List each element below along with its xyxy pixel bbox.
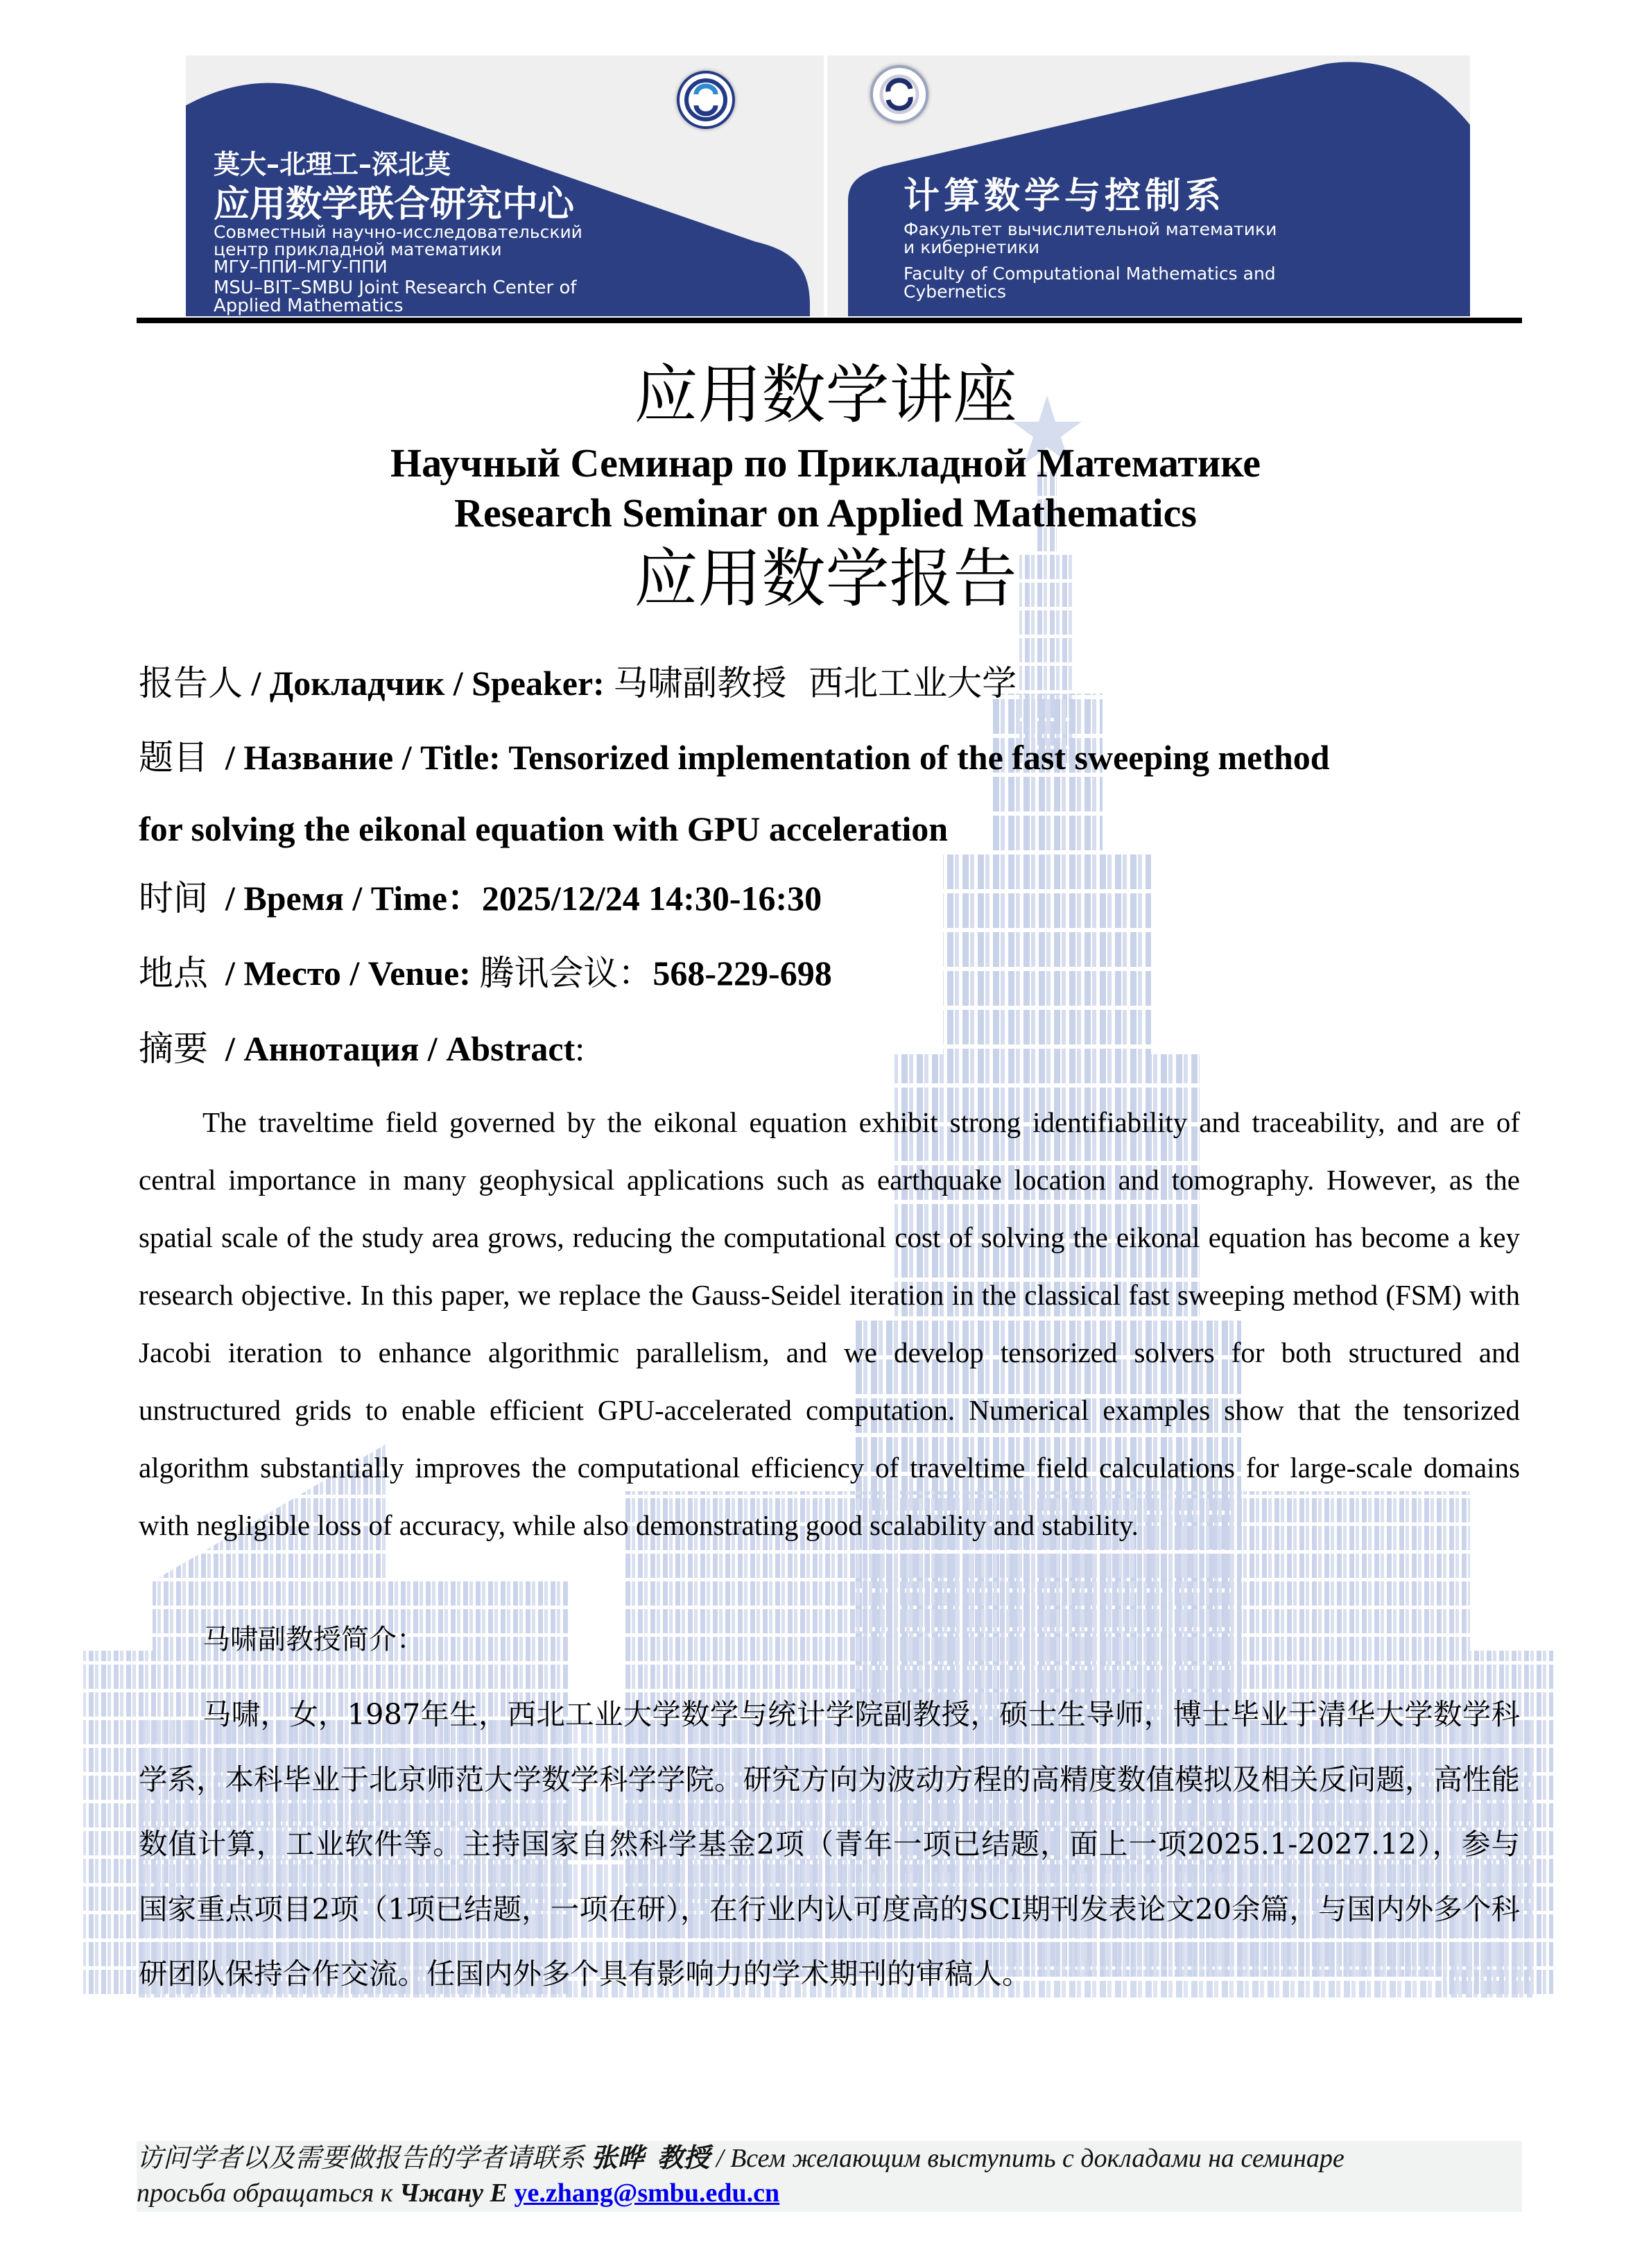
footer-contact-ru: Чжану Е xyxy=(399,2179,508,2208)
banner-left-title-1: 莫大–北理工–深北莫 xyxy=(214,149,451,180)
title-value-line1: Tensorized implementation of the fast sweeping method xyxy=(508,738,1330,777)
banner-right-ru-2: и кибернетики xyxy=(904,237,1040,257)
banner-right-en-1: Faculty of Computational Mathematics and xyxy=(904,264,1276,284)
abstract-heading xyxy=(139,1028,585,1069)
abstract-colon: : xyxy=(575,1029,585,1068)
venue-label: / Место / Venue: xyxy=(208,954,480,993)
talk-title-field xyxy=(139,737,1330,778)
footer-line-1 xyxy=(137,2141,1522,2176)
banner-left-en-1: MSU–BIT–SMBU Joint Research Center of xyxy=(214,277,577,298)
banner-left-ru-1: Совместный научно-исследовательский xyxy=(214,222,582,242)
time-field xyxy=(139,877,822,919)
time-label: / Время / Time： xyxy=(208,879,482,918)
venue-platform: 腾讯会议： xyxy=(479,953,653,993)
contact-footer xyxy=(137,2141,1522,2212)
abstract-text: The traveltime field governed by the eikonal equation exhibit strong identifiability and traceability, and are of central importance in many geophysical applications such as earthquake location and tomography. However, as the spatial scale of the study area grows, reducing the computational cost of solving the eikonal equation has become a key research objective. In this paper, we replace the Gauss-Seidel iteration in the classical fast sweeping method (FSM) with Jacobi iteration to enhance algorithmic parallelism, and we develop tensorized solvers for both structured and unstructured grids to enable efficient GPU-accelerated computation. Numerical examples show that the tensorized algorithm substantially improves the computational efficiency of traveltime field calculations for large-scale domains with negligible loss of accuracy, while also demonstrating good scalability and stability. xyxy=(139,1106,1520,1541)
time-label-cn: 时间 xyxy=(139,878,208,918)
banner-left-title-2: 应用数学联合研究中心 xyxy=(214,184,575,225)
talk-title-field-line2: for solving the eikonal equation with GPU acceleration xyxy=(139,809,949,848)
title-ru: Научный Семинар по Прикладной Математике xyxy=(390,440,1261,486)
contact-email-link[interactable]: ye.zhang@smbu.edu.cn xyxy=(514,2179,780,2208)
footer-line-2 xyxy=(137,2176,1522,2210)
banner-left-ru-2: центр прикладной математики xyxy=(214,239,502,259)
banner-right-title: 计算数学与控制系 xyxy=(904,175,1226,217)
banner-left-en-2: Applied Mathematics xyxy=(214,295,404,316)
bio-text: 马啸，女，1987年生，西北工业大学数学与统计学院副教授，硕士生导师，博士毕业于清华大学数学科学系，本科毕业于北京师范大学数学科学学院。研究方向为波动方程的高精度数值模拟及相关反问题，高性能数值计算，工业软件等。主持国家自然科学基金2项（青年一项已结题，面上一项2025.1-2027.12），参与国家重点项目2项（1项已结题，一项在研），在行业内认可度高的SCI期刊发表论文20余篇，与国内外多个科研团队保持合作交流。任国内外多个具有影响力的学术期刊的审稿人。 xyxy=(139,1697,1521,1991)
banner-left-panel xyxy=(186,55,824,316)
footer-ru-text: / Всем желающим выступить с докладами на семинаре xyxy=(709,2144,1345,2173)
venue-meeting-id: 568-229-698 xyxy=(652,954,832,993)
footer-ru-text-2: просьба обращаться к xyxy=(137,2179,400,2208)
time-value: 2025/12/24 14:30-16:30 xyxy=(481,879,822,918)
header-divider xyxy=(137,318,1522,323)
banner-right-en-2: Cybernetics xyxy=(904,282,1007,302)
title-cn: 应用数学讲座 xyxy=(634,358,1017,432)
venue-field xyxy=(139,952,832,994)
banner-right-ru-1: Факультет вычислительной математики xyxy=(904,219,1277,239)
banner-right-panel xyxy=(827,55,1470,316)
title-en: Research Seminar on Applied Mathematics xyxy=(454,490,1197,535)
smbu-cmc-logo-icon xyxy=(870,65,928,123)
bio-heading: 马啸副教授简介： xyxy=(202,1624,424,1656)
title-label-cn: 题目 xyxy=(139,737,208,778)
venue-label-cn: 地点 xyxy=(139,953,208,993)
msu-bit-smbu-logo-icon xyxy=(677,71,735,129)
abstract-label: / Аннотация / Abstract xyxy=(208,1029,576,1068)
subtitle-cn: 应用数学报告 xyxy=(634,542,1017,616)
footer-cn-text: 访问学者以及需要做报告的学者请联系 xyxy=(137,2144,591,2173)
speaker-label: / Докладчик / Speaker: xyxy=(243,664,614,703)
title-label: / Название / Title: xyxy=(208,738,509,777)
abstract-label-cn: 摘要 xyxy=(139,1029,208,1069)
banner-left-ru-3: МГУ–ППИ–МГУ-ППИ xyxy=(214,257,388,277)
speaker-field xyxy=(139,662,1017,704)
speaker-label-cn: 报告人 xyxy=(139,663,243,703)
speaker-value: 马啸副教授 西北工业大学 xyxy=(613,663,1017,703)
footer-contact-cn: 张晔 教授 xyxy=(591,2144,710,2173)
